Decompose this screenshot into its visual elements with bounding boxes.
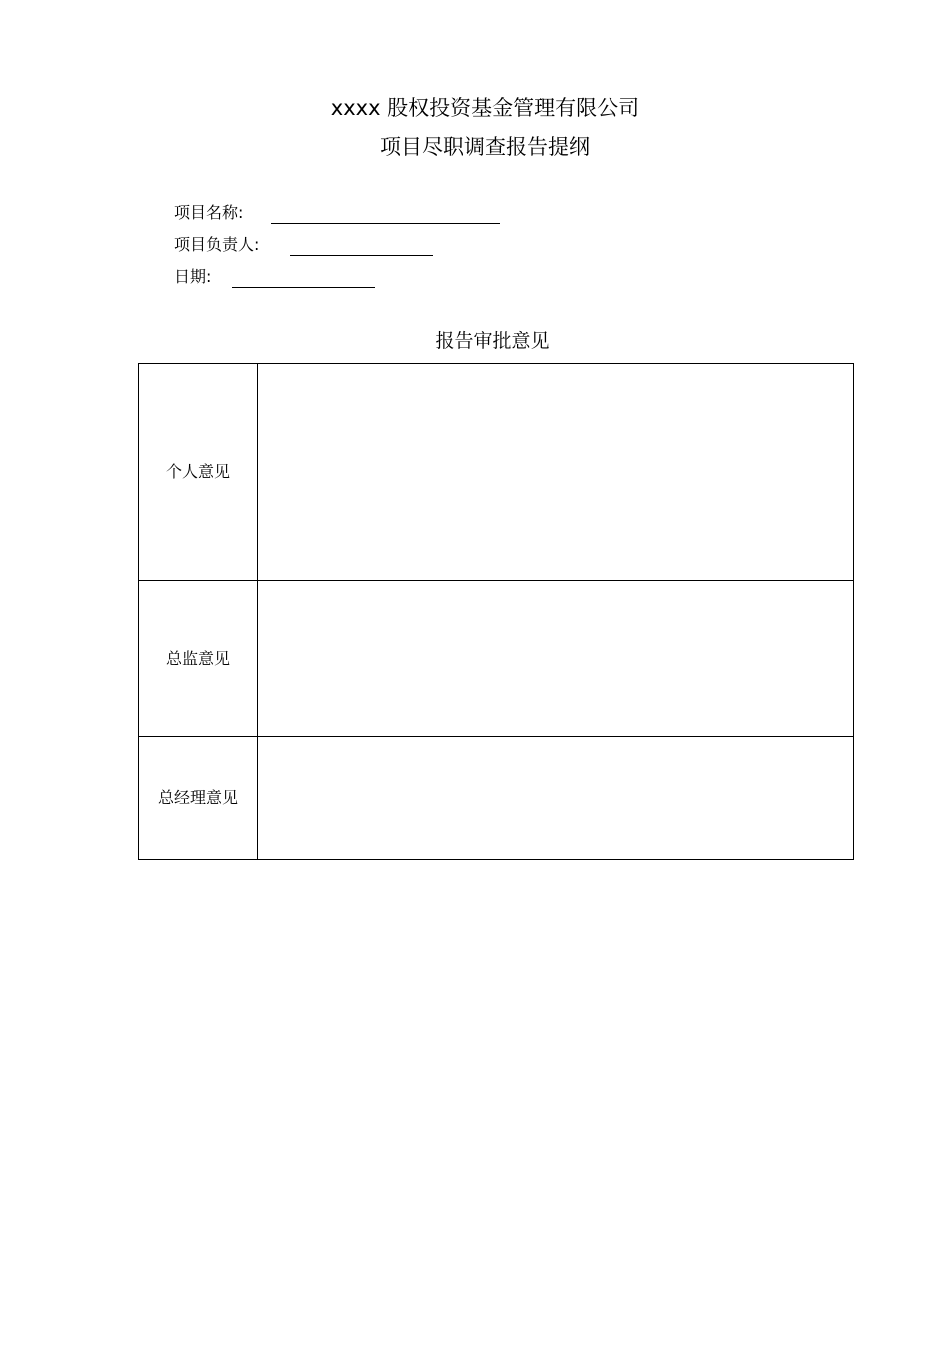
- director-opinion-label-cell: [139, 581, 258, 737]
- project-owner-label: 项目负责人:: [174, 235, 260, 254]
- company-title: xxxx 股权投资基金管理有限公司: [330, 96, 640, 120]
- personal-opinion-label: 个人意见: [165, 462, 230, 481]
- personal-opinion-field[interactable]: [258, 364, 854, 581]
- general-manager-opinion-label-cell: [139, 737, 258, 860]
- table-row: [139, 364, 854, 581]
- date-label: 日期:: [174, 267, 212, 286]
- approval-section-title: 报告审批意见: [435, 330, 550, 352]
- general-manager-opinion-label: 总经理意见: [158, 788, 239, 807]
- project-name-blank[interactable]: [271, 202, 500, 224]
- personal-opinion-label-cell: [139, 364, 258, 581]
- date-blank[interactable]: [232, 266, 375, 288]
- project-name-label: 项目名称:: [174, 203, 244, 222]
- approval-table: [138, 363, 854, 860]
- director-opinion-field[interactable]: [258, 581, 854, 737]
- general-manager-opinion-field[interactable]: [258, 737, 854, 860]
- table-row: [139, 737, 854, 860]
- table-row: [139, 581, 854, 737]
- director-opinion-label: 总监意见: [165, 648, 230, 668]
- project-owner-blank[interactable]: [290, 234, 433, 256]
- report-title: 项目尽职调查报告提纲: [380, 135, 590, 159]
